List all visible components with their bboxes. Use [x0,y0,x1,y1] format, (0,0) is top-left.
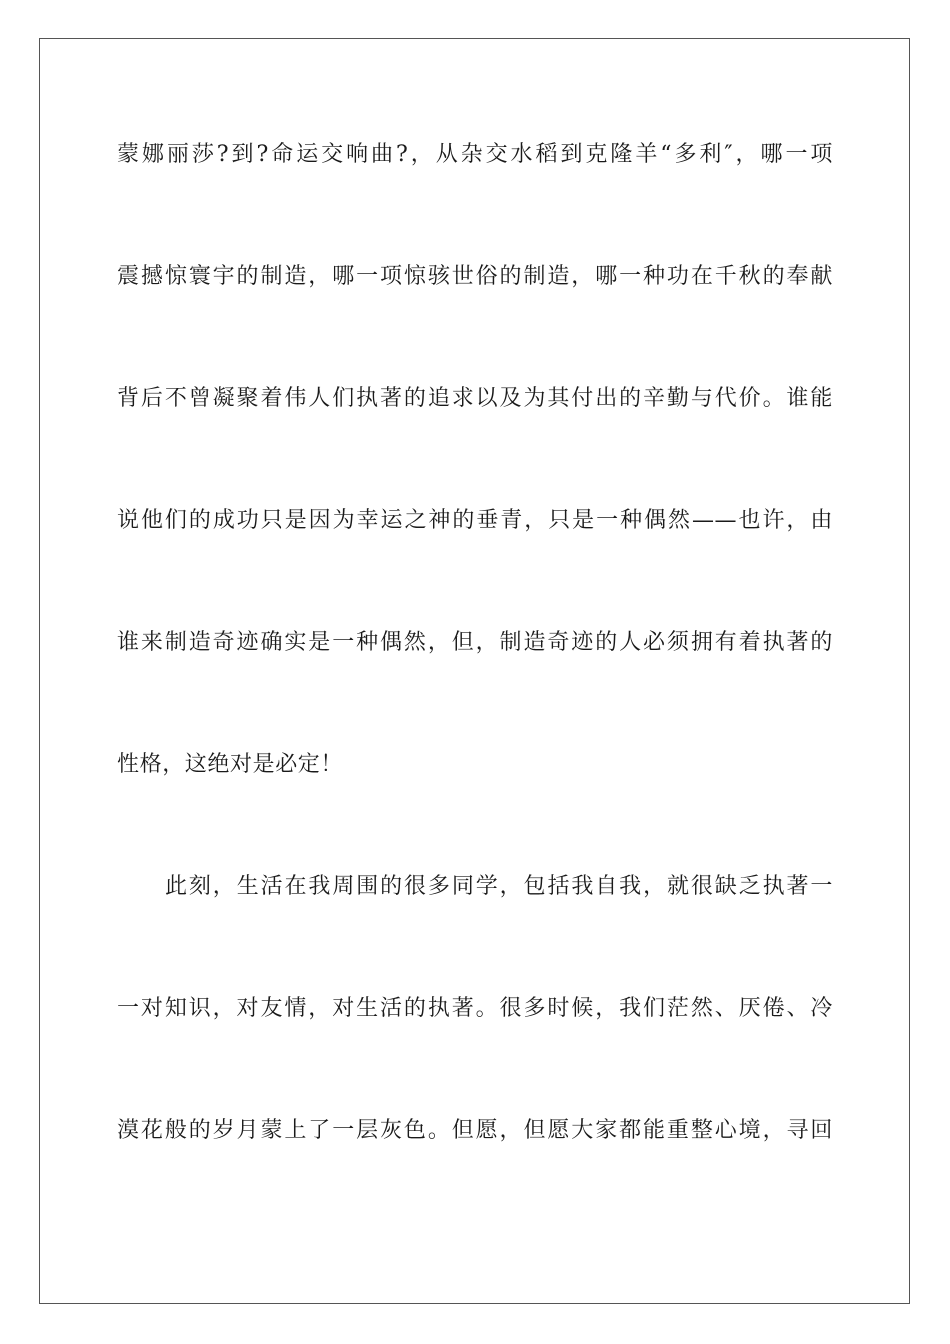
document-body [117,126,833,1224]
paragraph-line: 一对知识，对友情，对生活的执著。很多时候，我们茫然、厌倦、冷 [117,996,833,1021]
paragraph-line: 此刻，生活在我周围的很多同学，包括我自我，就很缺乏执著一 [165,874,833,899]
paragraph-line: 谁来制造奇迹确实是一种偶然，但，制造奇迹的人必须拥有着执著的 [117,630,833,655]
paragraph-line: 震撼惊寰宇的制造，哪一项惊骇世俗的制造，哪一种功在千秋的奉献 [117,264,833,289]
paragraph-line: 背后不曾凝聚着伟人们执著的追求以及为其付出的辛勤与代价。谁能 [117,386,833,411]
paragraph-line: 性格，这绝对是必定！ [117,752,344,777]
paragraph-line: 漠花般的岁月蒙上了一层灰色。但愿，但愿大家都能重整心境，寻回 [117,1118,833,1143]
paragraph-line: 蒙娜丽莎?到?命运交响曲?，从杂交水稻到克隆羊“多利″，哪一项 [117,142,833,167]
paragraph-line: 说他们的成功只是因为幸运之神的垂青，只是一种偶然——也许，由 [117,508,833,533]
